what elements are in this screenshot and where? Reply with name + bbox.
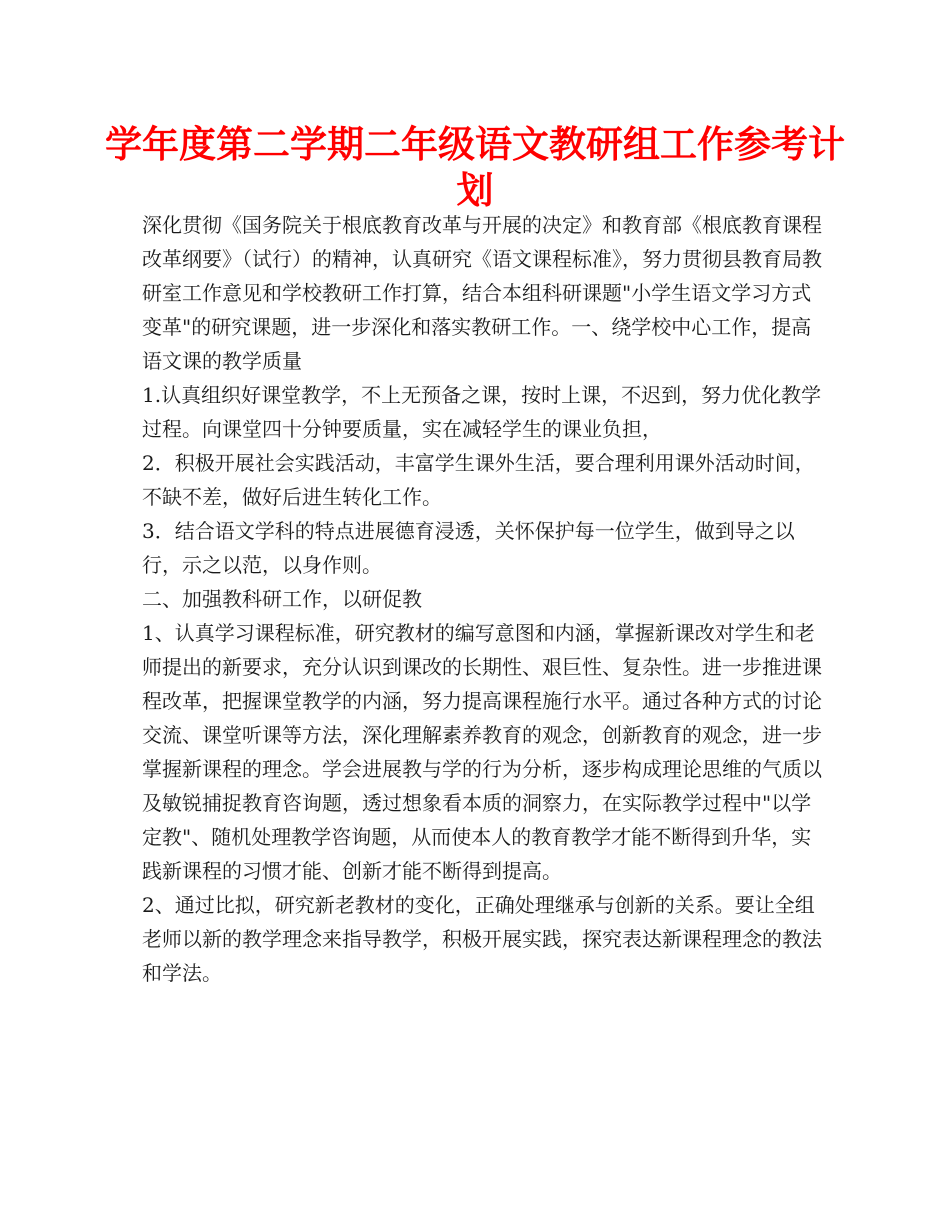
paragraph-intro: 深化贯彻《国务院关于根底教育改革与开展的决定》和教育部《根底教育课程改革纲要》（试行）的精神，认真研究《语文课程标准》，努力贯彻县教育局教研室工作意见和学校教研工作打算，结合本组科研课题"小学生语文学习方式变革"的研究课题，进一步深化和落实教研工作。一、绕学校中心工作，提高语文课的教学质量: [142, 213, 822, 373]
paragraph-item-1: 1.认真组织好课堂教学，不上无预备之课，按时上课，不迟到，努力优化教学过程。向课堂四十分钟要质量，实在减轻学生的课业负担，: [142, 383, 822, 441]
paragraph-section2-item-2: 2、通过比拟，研究新老教材的变化，正确处理继承与创新的关系。要让全组老师以新的教学理念来指导教学，积极开展实践，探究表达新课程理念的教法和学法。: [142, 893, 822, 985]
document-title: 学年度第二学期二年级语文教研组工作参考计划: [105, 123, 845, 212]
paragraph-item-2: 2．积极开展社会实践活动，丰富学生课外生活，要合理利用课外活动时间，不缺不差，做好后进生转化工作。: [142, 451, 815, 509]
paragraph-section2-item-1: 1、认真学习课程标准，研究教材的编写意图和内涵，掌握新课改对学生和老师提出的新要求，充分认识到课改的长期性、艰巨性、复杂性。进一步推进课程改革，把握课堂教学的内涵，努力提高课程施行水平。通过各种方式的讨论交流、课堂听课等方法，深化理解素养教育的观念，创新教育的观念，进一步掌握新课程的理念。学会进展教与学的行为分析，逐步构成理论思维的气质以及敏锐捕捉教育咨询题，透过想象看本质的洞察力，在实际教学过程中"以学定教"、随机处理教学咨询题，从而使本人的教育教学才能不断得到升华，实践新课程的习惯才能、创新才能不断得到提高。: [142, 621, 822, 883]
section-heading-2: 二、加强教科研工作，以研促教: [142, 587, 422, 611]
paragraph-item-3: 3．结合语文学科的特点进展德育浸透，关怀保护每一位学生，做到导之以行，示之以范，以身作则。: [142, 519, 795, 577]
document-body: [142, 208, 822, 990]
